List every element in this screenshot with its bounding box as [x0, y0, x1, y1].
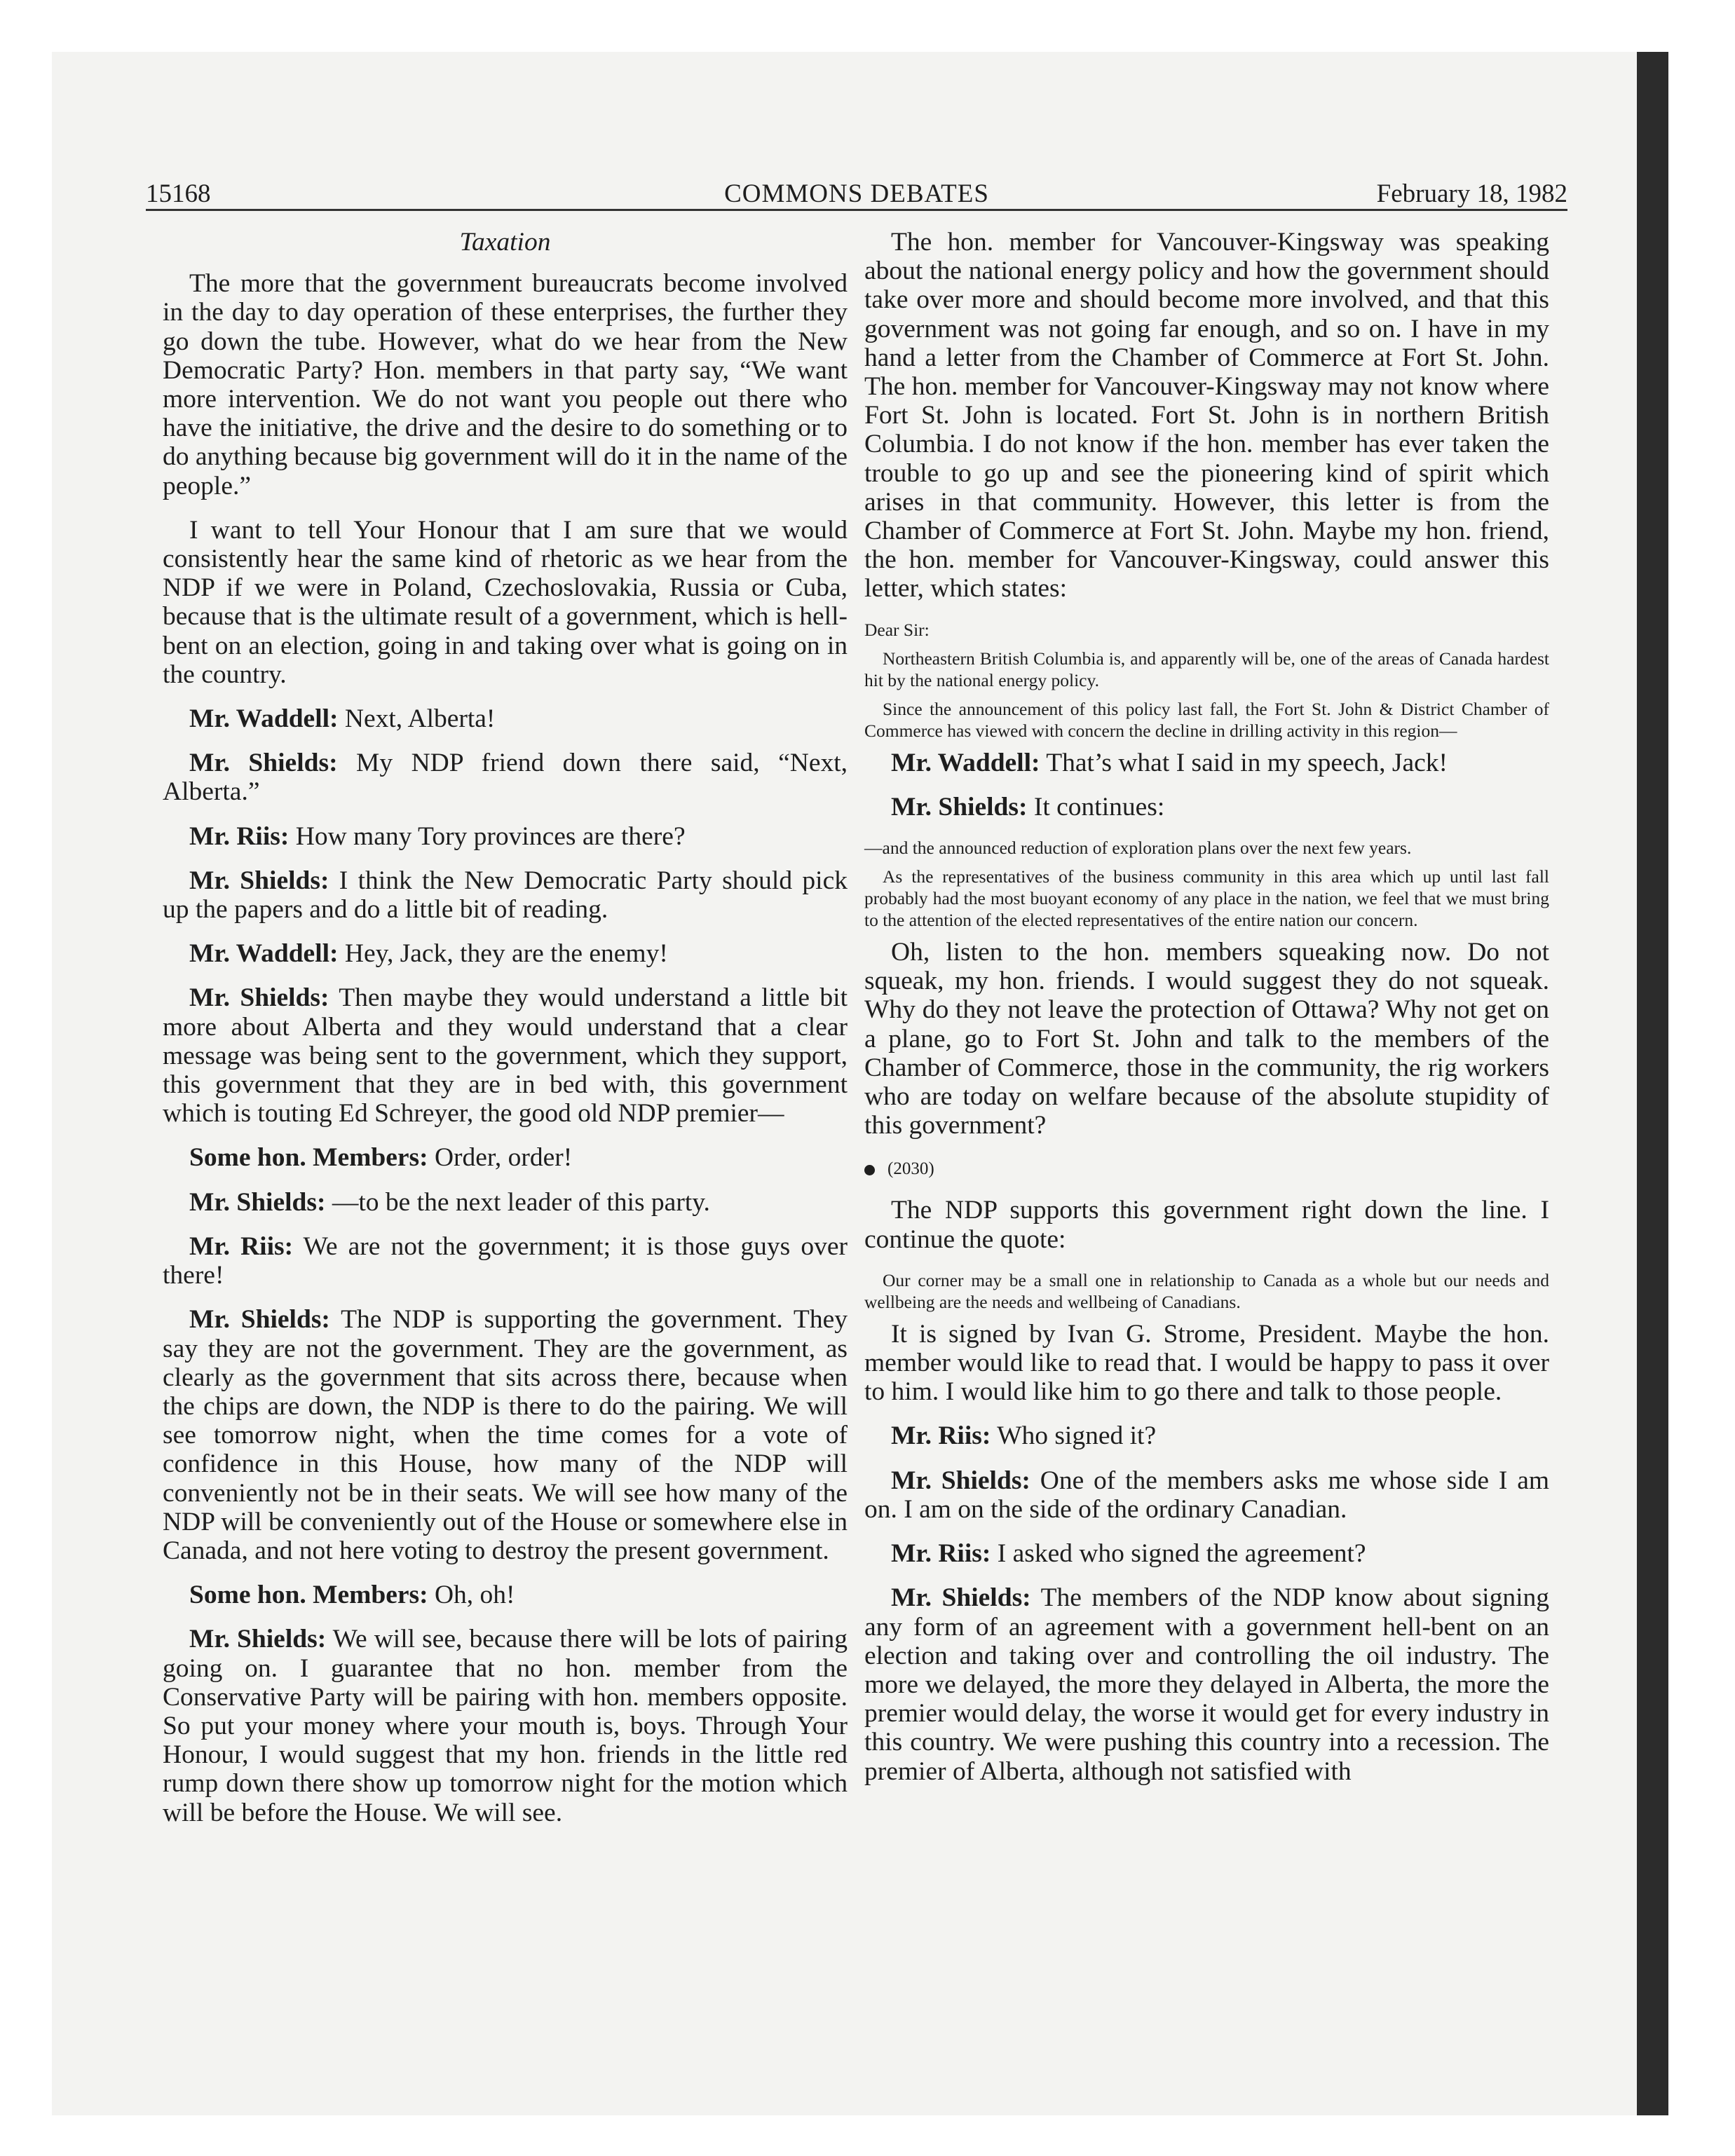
speaker-name: Mr. Shields: — [189, 983, 329, 1013]
speech-text: One of the members asks me whose side I am on. I am on the side of the ordinary Canadian. — [864, 1466, 1550, 1524]
speech — [864, 749, 1549, 777]
speaker-name: Mr. Shields: — [189, 866, 329, 895]
speech — [864, 1421, 1549, 1450]
speech-text: My NDP friend down there said, “Next, Alberta.” — [163, 749, 848, 807]
letter-quote: Our corner may be a small one in relationship to Canada as a whole but our needs and wellbeing are the needs and wellbeing of Canadians. — [864, 1269, 1549, 1312]
letter-quote: —and the announced reduction of exploration plans over the next few years. — [864, 838, 1412, 859]
speech-text: We will see, because there will be lots of pairing going on. I guarantee that no hon. member from the Conservative Party will be pairing with hon. members opposite. So put your money where your mouth is, boys. Through Your Honour, I would suggest that my hon. friends in the little red rump down there show up tomorrow night for the motion which will be before the House. We will see. — [163, 1625, 848, 1827]
publication-date: February 18, 1982 — [1376, 179, 1567, 208]
speaker-name: Some hon. Members: — [189, 1581, 428, 1610]
page-header — [146, 177, 1567, 212]
speech-text: I asked who signed the agreement? — [997, 1539, 1366, 1569]
speech-text: Hey, Jack, they are the enemy! — [344, 939, 668, 969]
speech-text: The NDP is supporting the government. They say they are not the government. They are the government, as clearly as the government that sits across there, because when the chips are down, the NDP is there to do the pairing. We will see tomorrow night, when the time comes for a vote of confidence in this House, how many of the NDP will conveniently not be in their seats. We will see how many of the NDP will be conveniently out of the House or somewhere else in Canada, and not here voting to destroy the present government. — [163, 1305, 848, 1565]
paragraph: Oh, listen to the hon. members squeaking now. Do not squeak, my hon. friends. I would suggest they do not squeak. Why do they not leave the protection of Ottawa? Why not get on a plane, go to Fort St. John and talk to the members of the Chamber of Commerce, those in the community, the rig workers who are today on welfare because of the absolute stupidity of this government? — [864, 938, 1549, 1140]
speech — [163, 939, 848, 968]
bullet-dot — [864, 1165, 875, 1175]
speech — [864, 1466, 1549, 1524]
left-column — [163, 228, 848, 1843]
publication-title: COMMONS DEBATES — [724, 179, 989, 208]
time-stamp — [864, 1155, 1549, 1183]
paragraph — [163, 269, 848, 500]
speech-text: —to be the next leader of this party. — [332, 1187, 710, 1217]
speaker-name: Mr. Waddell: — [189, 939, 339, 969]
speech-text: That’s what I said in my speech, Jack! — [1046, 748, 1448, 777]
speech — [163, 1581, 848, 1609]
speech — [163, 822, 848, 851]
speech-text: We are not the government; it is those guys over there! — [163, 1231, 848, 1290]
scan-edge-shadow — [1637, 52, 1668, 2115]
speaker-name: Mr. Shields: — [189, 749, 338, 778]
speech — [864, 793, 1549, 821]
speech — [163, 1232, 848, 1290]
speech-text: The members of the NDP know about signing any form of an agreement with a government hell-bent on an election and taking over and controlling the oil industry. The more we delayed, the more they delayed in Alberta, the more the premier would delay, the worse it would get for every industry in this country. We were pushing this country into a recession. The premier of Alberta, although not satisfied with — [864, 1583, 1549, 1786]
speech-text: Who signed it? — [997, 1421, 1157, 1451]
paragraph: The hon. member for Vancouver-Kingsway was speaking about the national energy policy and how the government should take over more and should become more involved, and that this government was not going far enough, and so on. I have in my hand a letter from the Chamber of Commerce at Fort St. John. The hon. member for Vancouver-Kingsway may not know where Fort St. John is located. Fort St. John is in northern British Columbia. I do not know if the hon. member has ever taken the trouble to go up and see the pioneering kind of spirit which arises in that community. However, this letter is from the Chamber of Commerce at Fort St. John. Maybe my hon. friend, the hon. member for Vancouver-Kingsway, could answer this letter, which states: — [864, 228, 1549, 603]
paragraph: The NDP supports this government right down the line. I continue the quote: — [864, 1196, 1549, 1254]
letter-quote: Since the announcement of this policy last fall, the Fort St. John & District Chamber of Commerce has viewed with concern the decline in drilling activity in this region— — [864, 698, 1549, 741]
left-paragraphs — [163, 269, 848, 1827]
speaker-name: Mr. Shields: — [189, 1625, 327, 1654]
speech — [163, 749, 848, 806]
paragraph: It is signed by Ivan G. Strome, President. Maybe the hon. member would like to read that. I would be happy to pass it over to him. I would like him to go there and talk to those people. — [864, 1319, 1549, 1407]
letter-quote: Northeastern British Columbia is, and apparently will be, one of the areas of Canada hardest hit by the national energy policy. — [864, 648, 1549, 690]
speaker-name: Mr. Riis: — [189, 821, 290, 851]
speech — [163, 1188, 848, 1217]
speaker-name: Mr. Shields: — [189, 1187, 326, 1217]
speaker-name: Mr. Shields: — [189, 1305, 330, 1335]
speaker-name: Mr. Shields: — [891, 792, 1028, 821]
speaker-name: Mr. Waddell: — [891, 748, 1040, 777]
header-rule — [146, 209, 1567, 211]
subject-heading: Taxation — [459, 228, 551, 257]
letter-salutation: Dear Sir: — [864, 619, 930, 640]
speaker-name: Mr. Waddell: — [189, 704, 339, 734]
speech-text: Next, Alberta! — [344, 704, 496, 734]
speech-text: Then maybe they would understand a little bit more about Alberta and they would understand that a clear message was being sent to the government, which they support, this government that they are in bed with, this government which is touting Ed Schreyer, the good old NDP premier— — [163, 983, 848, 1128]
speech-text: It continues: — [1033, 792, 1165, 821]
speech-text: Oh, oh! — [434, 1581, 515, 1610]
speech-text: How many Tory provinces are there? — [295, 821, 686, 851]
letter-quote: As the representatives of the business community in this area which up until last fall probably had the most buoyant economy of any place in the nation, we feel that we must bring to the attention of the elected representatives of the entire nation our concern. — [864, 866, 1549, 931]
speech — [864, 1539, 1549, 1568]
right-column — [864, 228, 1549, 1801]
speech — [163, 866, 848, 924]
speaker-name: Mr. Riis: — [891, 1539, 991, 1569]
speech — [163, 1625, 848, 1827]
speech — [163, 1143, 848, 1172]
speech — [163, 1305, 848, 1565]
speaker-name: Mr. Riis: — [189, 1231, 294, 1261]
speech-text: I want to tell Your Honour that I am sure that we would consistently hear the same kind of rhetoric as we hear from the NDP if we were in Poland, Czechoslovakia, Russia or Cuba, because that is the ultimate result of a government, which is hell-bent on an election, going in and taking over what is going on in the country. — [163, 515, 848, 689]
paragraph — [163, 516, 848, 689]
speaker-name: Some hon. Members: — [189, 1143, 428, 1173]
speaker-name: Mr. Shields: — [891, 1466, 1030, 1495]
right-tail-paragraphs — [864, 1421, 1549, 1785]
time-stamp-text: (2030) — [887, 1159, 934, 1179]
speaker-name: Mr. Shields: — [891, 1583, 1031, 1613]
speech — [163, 704, 848, 733]
speech-text: I think the New Democratic Party should pick up the papers and do a little bit of reading. — [163, 866, 848, 925]
speech-text: The more that the government bureaucrats become involved in the day to day operation of these enterprises, the further they go down the tube. However, what do we hear from the New Democratic Party? Hon. members in that party say, “We want more intervention. We do not want you people out there who have the initiative, the drive and the desire to do something or to do anything because big government will do it in the name of the people.” — [163, 269, 848, 500]
page-number: 15168 — [146, 179, 211, 208]
speech — [163, 983, 848, 1128]
speaker-name: Mr. Riis: — [891, 1421, 991, 1451]
speech — [864, 1583, 1549, 1785]
speech-text: Order, order! — [434, 1143, 573, 1173]
